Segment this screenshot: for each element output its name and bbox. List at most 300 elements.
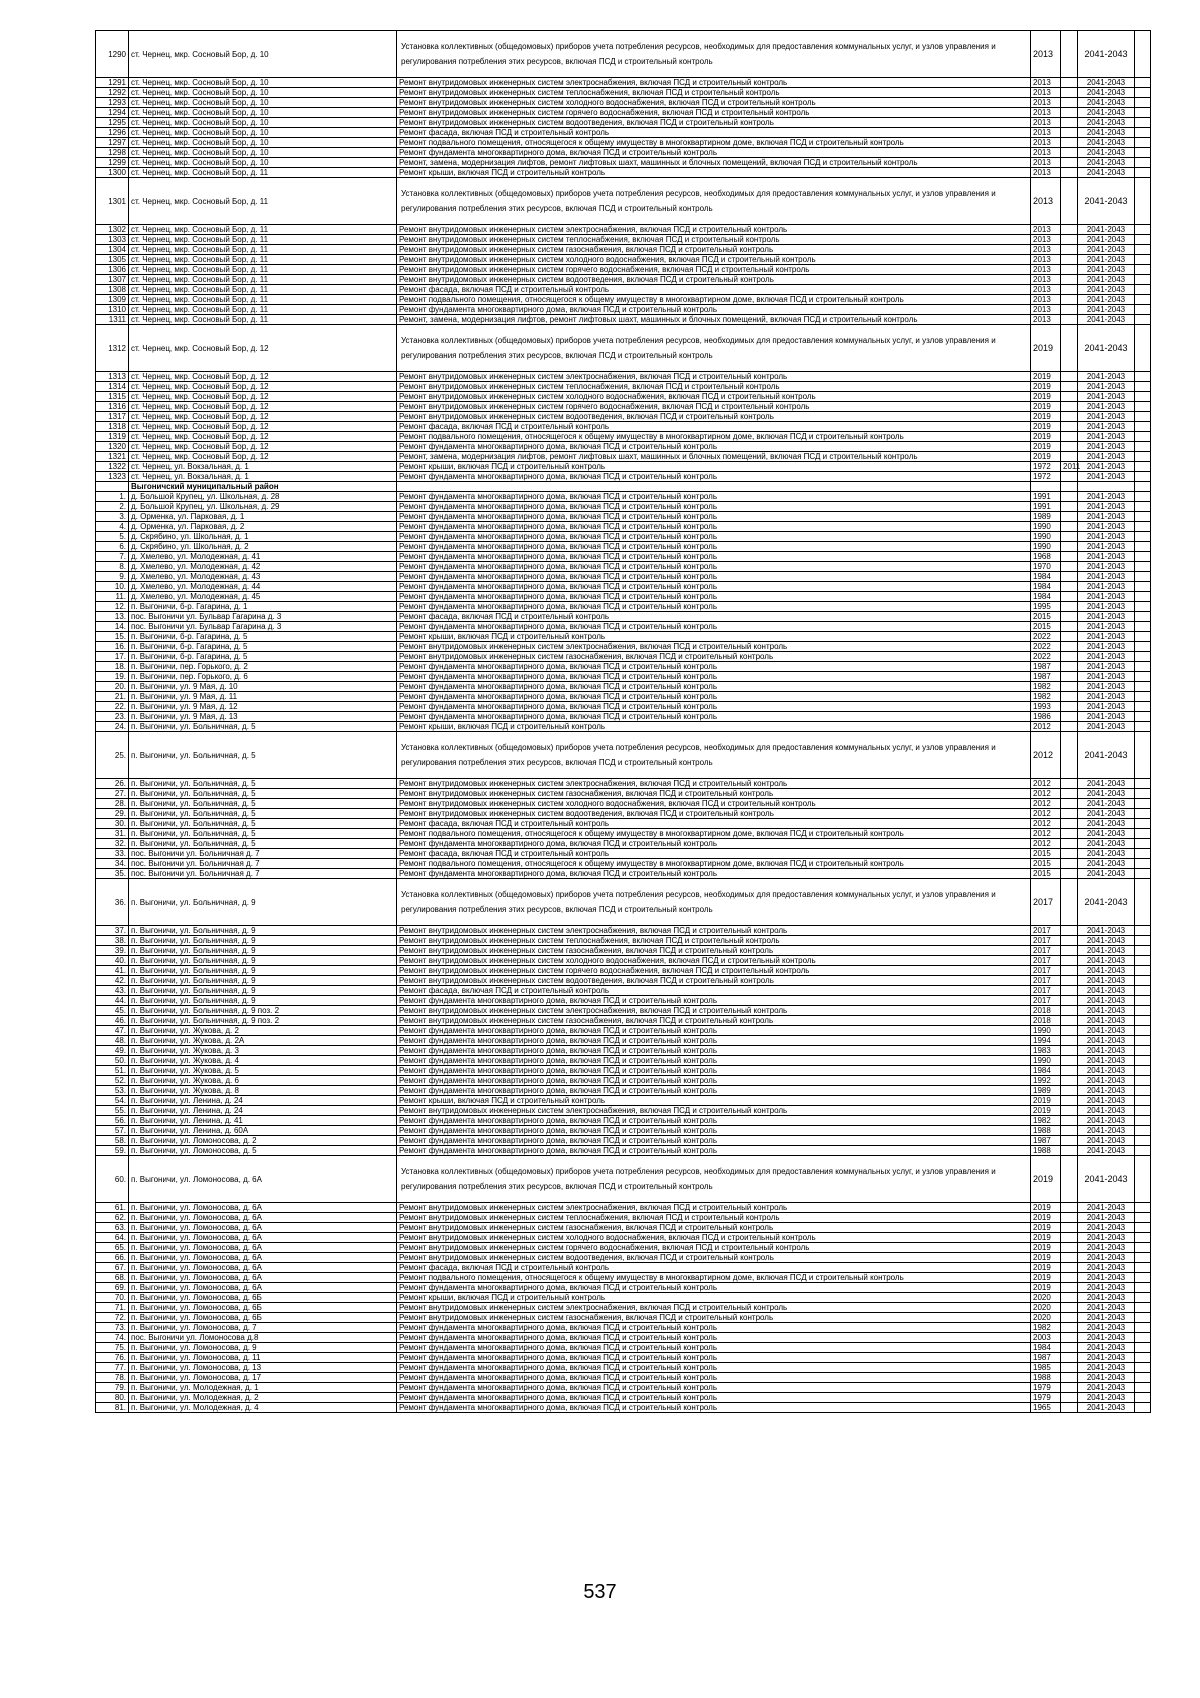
period-cell: 2041-2043 xyxy=(1078,315,1135,325)
row-number: 12. xyxy=(96,602,129,612)
table-row xyxy=(96,1343,1151,1353)
row-number: 1304 xyxy=(96,245,129,255)
address-cell: ст. Чернец, мкр. Сосновый Бор, д. 11 xyxy=(129,255,397,265)
empty-cell xyxy=(1135,879,1151,926)
table-row xyxy=(96,779,1151,789)
repair-year-cell xyxy=(1061,128,1078,138)
year-cell: 1979 xyxy=(1031,1383,1061,1393)
period-cell: 2041-2043 xyxy=(1078,779,1135,789)
period-cell: 2041-2043 xyxy=(1078,492,1135,502)
empty-cell xyxy=(1135,702,1151,712)
table-row xyxy=(96,622,1151,632)
table-row xyxy=(96,432,1151,442)
year-cell: 2022 xyxy=(1031,642,1061,652)
address-cell: п. Выгоничи, ул. Больничная, д. 9 xyxy=(129,966,397,976)
row-number: 63. xyxy=(96,1223,129,1233)
row-number: 1318 xyxy=(96,422,129,432)
empty-cell xyxy=(1135,1313,1151,1323)
row-number: 6. xyxy=(96,542,129,552)
table-row xyxy=(96,879,1151,926)
year-cell: 2013 xyxy=(1031,31,1061,78)
period-cell: 2041-2043 xyxy=(1078,849,1135,859)
year-cell: 2015 xyxy=(1031,869,1061,879)
work-type-cell: Ремонт фундамента многоквартирного дома, включая ПСД и строительный контроль xyxy=(397,442,1031,452)
period-cell: 2041-2043 xyxy=(1078,1243,1135,1253)
year-cell: 2015 xyxy=(1031,612,1061,622)
work-type-cell: Ремонт крыши, включая ПСД и строительный контроль xyxy=(397,462,1031,472)
period-cell: 2041-2043 xyxy=(1078,819,1135,829)
address-cell: п. Выгоничи, ул. Больничная, д. 9 xyxy=(129,946,397,956)
row-number: 57. xyxy=(96,1126,129,1136)
table-row xyxy=(96,1353,1151,1363)
work-type-cell: Ремонт внутридомовых инженерных систем газоснабжения, включая ПСД и строительный контроль xyxy=(397,789,1031,799)
work-type-cell: Ремонт фасада, включая ПСД и строительный контроль xyxy=(397,849,1031,859)
empty-cell xyxy=(1135,1253,1151,1263)
empty-cell xyxy=(1135,1006,1151,1016)
repair-year-cell xyxy=(1061,789,1078,799)
year-cell: 2022 xyxy=(1031,632,1061,642)
work-type-cell: Ремонт фундамента многоквартирного дома, включая ПСД и строительный контроль xyxy=(397,1343,1031,1353)
work-type-cell: Ремонт подвального помещения, относящегося к общему имуществу в многоквартирном доме, включая ПСД и строительный контроль xyxy=(397,1273,1031,1283)
repair-year-cell xyxy=(1061,178,1078,225)
work-type-cell: Ремонт фундамента многоквартирного дома, включая ПСД и строительный контроль xyxy=(397,1126,1031,1136)
year-cell: 1987 xyxy=(1031,662,1061,672)
address-cell: ст. Чернец, мкр. Сосновый Бор, д. 12 xyxy=(129,372,397,382)
table-row xyxy=(96,392,1151,402)
year-cell: 2020 xyxy=(1031,1303,1061,1313)
row-number: 1316 xyxy=(96,402,129,412)
work-type-cell: Ремонт фасада, включая ПСД и строительный контроль xyxy=(397,819,1031,829)
period-cell: 2041-2043 xyxy=(1078,1353,1135,1363)
year-cell: 2019 xyxy=(1031,325,1061,372)
address-cell: ст. Чернец, мкр. Сосновый Бор, д. 12 xyxy=(129,452,397,462)
year-cell: 2013 xyxy=(1031,235,1061,245)
period-cell: 2041-2043 xyxy=(1078,1066,1135,1076)
work-type-cell: Ремонт крыши, включая ПСД и строительный контроль xyxy=(397,1293,1031,1303)
work-type-cell: Установка коллективных (общедомовых) приборов учета потребления ресурсов, необходимых для предоставления коммунальных услуг, и узлов управления и регулирования потребления этих ресурсов, включая ПСД и строительный контроль xyxy=(397,31,1031,78)
row-number: 80. xyxy=(96,1393,129,1403)
row-number: 20. xyxy=(96,682,129,692)
table-row xyxy=(96,1006,1151,1016)
year-cell: 1991 xyxy=(1031,502,1061,512)
repair-year-cell xyxy=(1061,572,1078,582)
year-cell: 1985 xyxy=(1031,1363,1061,1373)
period-cell: 2041-2043 xyxy=(1078,88,1135,98)
period-cell: 2041-2043 xyxy=(1078,859,1135,869)
repair-year-cell xyxy=(1061,986,1078,996)
row-number: 79. xyxy=(96,1383,129,1393)
repair-year-cell xyxy=(1061,879,1078,926)
work-type-cell: Ремонт фундамента многоквартирного дома, включая ПСД и строительный контроль xyxy=(397,572,1031,582)
address-cell: п. Выгоничи, ул. Ломоносова, д. 6А xyxy=(129,1213,397,1223)
repair-year-cell xyxy=(1061,275,1078,285)
empty-cell xyxy=(1135,158,1151,168)
empty-cell xyxy=(1135,779,1151,789)
row-number: 43. xyxy=(96,986,129,996)
empty-cell xyxy=(1135,1136,1151,1146)
period-cell: 2041-2043 xyxy=(1078,1283,1135,1293)
table-row xyxy=(96,255,1151,265)
empty-cell xyxy=(1135,1203,1151,1213)
table-row xyxy=(96,1333,1151,1343)
work-type-cell: Ремонт фундамента многоквартирного дома, включая ПСД и строительный контроль xyxy=(397,839,1031,849)
repair-year-cell xyxy=(1061,78,1078,88)
table-row xyxy=(96,1136,1151,1146)
work-type-cell: Ремонт внутридомовых инженерных систем горячего водоснабжения, включая ПСД и строительный контроль xyxy=(397,402,1031,412)
repair-year-cell xyxy=(1061,148,1078,158)
period-cell: 2041-2043 xyxy=(1078,372,1135,382)
row-number: 69. xyxy=(96,1283,129,1293)
period-cell: 2041-2043 xyxy=(1078,1323,1135,1333)
repair-year-cell xyxy=(1061,1056,1078,1066)
repair-year-cell xyxy=(1061,512,1078,522)
year-cell: 1972 xyxy=(1031,462,1061,472)
table-row xyxy=(96,562,1151,572)
table-row xyxy=(96,829,1151,839)
work-type-cell: Ремонт фундамента многоквартирного дома, включая ПСД и строительный контроль xyxy=(397,602,1031,612)
row-number: 70. xyxy=(96,1293,129,1303)
row-number: 26. xyxy=(96,779,129,789)
year-cell: 1982 xyxy=(1031,692,1061,702)
empty-cell xyxy=(1135,265,1151,275)
row-number: 45. xyxy=(96,1006,129,1016)
empty-cell xyxy=(1135,178,1151,225)
period-cell: 2041-2043 xyxy=(1078,702,1135,712)
table-row xyxy=(96,722,1151,732)
period-cell: 2041-2043 xyxy=(1078,692,1135,702)
empty-cell xyxy=(1135,632,1151,642)
address-cell: п. Выгоничи, пер. Горького, д. 2 xyxy=(129,662,397,672)
year-cell: 2013 xyxy=(1031,78,1061,88)
row-number: 61. xyxy=(96,1203,129,1213)
year-cell: 2017 xyxy=(1031,946,1061,956)
empty-cell xyxy=(1135,592,1151,602)
row-number: 19. xyxy=(96,672,129,682)
work-type-cell: Ремонт внутридомовых инженерных систем электроснабжения, включая ПСД и строительный контроль xyxy=(397,225,1031,235)
year-cell: 2017 xyxy=(1031,936,1061,946)
row-number: 50. xyxy=(96,1056,129,1066)
empty-cell xyxy=(1135,859,1151,869)
row-number: 56. xyxy=(96,1116,129,1126)
work-type-cell: Ремонт фундамента многоквартирного дома, включая ПСД и строительный контроль xyxy=(397,148,1031,158)
row-number: 1312 xyxy=(96,325,129,372)
empty-cell xyxy=(1135,1016,1151,1026)
period-cell: 2041-2043 xyxy=(1078,1253,1135,1263)
year-cell: 1982 xyxy=(1031,1116,1061,1126)
table-row xyxy=(96,966,1151,976)
year-cell: 1984 xyxy=(1031,572,1061,582)
empty-cell xyxy=(1135,966,1151,976)
address-cell: п. Выгоничи, б-р. Гагарина, д. 1 xyxy=(129,602,397,612)
table-row xyxy=(96,88,1151,98)
period-cell: 2041-2043 xyxy=(1078,512,1135,522)
period-cell: 2041-2043 xyxy=(1078,128,1135,138)
empty-cell xyxy=(1135,295,1151,305)
empty-cell xyxy=(1135,572,1151,582)
empty-cell xyxy=(1135,1373,1151,1383)
repair-year-cell xyxy=(1061,839,1078,849)
table-row xyxy=(96,662,1151,672)
repair-year-cell xyxy=(1061,482,1078,492)
empty-cell xyxy=(1135,532,1151,542)
empty-cell xyxy=(1135,692,1151,702)
table-row xyxy=(96,1273,1151,1283)
empty-cell xyxy=(1135,452,1151,462)
repair-year-cell xyxy=(1061,118,1078,128)
table-row xyxy=(96,382,1151,392)
table-row xyxy=(96,1056,1151,1066)
work-type-cell: Ремонт внутридомовых инженерных систем водоотведения, включая ПСД и строительный контроль xyxy=(397,809,1031,819)
year-cell: 1984 xyxy=(1031,592,1061,602)
empty-cell xyxy=(1135,412,1151,422)
address-cell: ст. Чернец, мкр. Сосновый Бор, д. 10 xyxy=(129,108,397,118)
period-cell: 2041-2043 xyxy=(1078,722,1135,732)
year-cell: 2013 xyxy=(1031,128,1061,138)
repair-year-cell xyxy=(1061,829,1078,839)
period-cell: 2041-2043 xyxy=(1078,178,1135,225)
work-type-cell: Ремонт внутридомовых инженерных систем водоотведения, включая ПСД и строительный контроль xyxy=(397,118,1031,128)
year-cell xyxy=(1031,482,1061,492)
work-type-cell: Ремонт внутридомовых инженерных систем теплоснабжения, включая ПСД и строительный контроль xyxy=(397,235,1031,245)
year-cell: 2012 xyxy=(1031,732,1061,779)
work-type-cell: Ремонт фундамента многоквартирного дома, включая ПСД и строительный контроль xyxy=(397,542,1031,552)
empty-cell xyxy=(1135,168,1151,178)
repair-year-cell xyxy=(1061,682,1078,692)
empty-cell xyxy=(1135,138,1151,148)
table-row xyxy=(96,592,1151,602)
repair-year-cell xyxy=(1061,88,1078,98)
repair-year-cell xyxy=(1061,936,1078,946)
repair-year-cell xyxy=(1061,1036,1078,1046)
empty-cell xyxy=(1135,1363,1151,1373)
address-cell: п. Выгоничи, ул. Больничная, д. 9 xyxy=(129,986,397,996)
year-cell: 1968 xyxy=(1031,552,1061,562)
work-type-cell: Ремонт фундамента многоквартирного дома, включая ПСД и строительный контроль xyxy=(397,662,1031,672)
repair-year-cell xyxy=(1061,158,1078,168)
period-cell: 2041-2043 xyxy=(1078,235,1135,245)
address-cell: п. Выгоничи, ул. Ломоносова, д. 6А xyxy=(129,1233,397,1243)
repair-year-cell xyxy=(1061,809,1078,819)
row-number: 5. xyxy=(96,532,129,542)
period-cell: 2041-2043 xyxy=(1078,1076,1135,1086)
row-number: 60. xyxy=(96,1156,129,1203)
period-cell: 2041-2043 xyxy=(1078,1383,1135,1393)
year-cell: 2019 xyxy=(1031,1203,1061,1213)
work-type-cell: Ремонт внутридомовых инженерных систем горячего водоснабжения, включая ПСД и строительный контроль xyxy=(397,265,1031,275)
table-row xyxy=(96,789,1151,799)
empty-cell xyxy=(1135,1116,1151,1126)
repair-year-cell xyxy=(1061,1096,1078,1106)
row-number: 39. xyxy=(96,946,129,956)
repair-year-cell xyxy=(1061,1253,1078,1263)
table-row xyxy=(96,732,1151,779)
empty-cell xyxy=(1135,1303,1151,1313)
work-type-cell: Ремонт крыши, включая ПСД и строительный контроль xyxy=(397,168,1031,178)
row-number: 1320 xyxy=(96,442,129,452)
row-number: 46. xyxy=(96,1016,129,1026)
row-number: 51. xyxy=(96,1066,129,1076)
table-row xyxy=(96,712,1151,722)
address-cell: п. Выгоничи, ул. Больничная, д. 9 поз. 2 xyxy=(129,1006,397,1016)
row-number: 1310 xyxy=(96,305,129,315)
empty-cell xyxy=(1135,1283,1151,1293)
repair-year-cell xyxy=(1061,295,1078,305)
period-cell: 2041-2043 xyxy=(1078,996,1135,1006)
period-cell: 2041-2043 xyxy=(1078,592,1135,602)
address-cell: ст. Чернец, мкр. Сосновый Бор, д. 10 xyxy=(129,118,397,128)
empty-cell xyxy=(1135,1403,1151,1413)
table-row xyxy=(96,158,1151,168)
table-row xyxy=(96,632,1151,642)
table-row xyxy=(96,809,1151,819)
work-type-cell: Ремонт фундамента многоквартирного дома, включая ПСД и строительный контроль xyxy=(397,1146,1031,1156)
table-row xyxy=(96,996,1151,1006)
row-number: 72. xyxy=(96,1313,129,1323)
work-type-cell: Ремонт крыши, включая ПСД и строительный контроль xyxy=(397,632,1031,642)
period-cell: 2041-2043 xyxy=(1078,622,1135,632)
repair-year-cell xyxy=(1061,108,1078,118)
empty-cell xyxy=(1135,78,1151,88)
table-row xyxy=(96,1116,1151,1126)
row-number: 34. xyxy=(96,859,129,869)
table-row xyxy=(96,672,1151,682)
work-type-cell: Ремонт фасада, включая ПСД и строительный контроль xyxy=(397,422,1031,432)
work-type-cell: Ремонт внутридомовых инженерных систем холодного водоснабжения, включая ПСД и строительный контроль xyxy=(397,255,1031,265)
table-row xyxy=(96,1393,1151,1403)
row-number: 42. xyxy=(96,976,129,986)
empty-cell xyxy=(1135,642,1151,652)
work-type-cell: Установка коллективных (общедомовых) приборов учета потребления ресурсов, необходимых для предоставления коммунальных услуг, и узлов управления и регулирования потребления этих ресурсов, включая ПСД и строительный контроль xyxy=(397,732,1031,779)
table-row xyxy=(96,1026,1151,1036)
repair-year-cell xyxy=(1061,799,1078,809)
row-number: 35. xyxy=(96,869,129,879)
period-cell: 2041-2043 xyxy=(1078,532,1135,542)
repair-year-cell xyxy=(1061,859,1078,869)
repair-year-cell xyxy=(1061,926,1078,936)
empty-cell xyxy=(1135,869,1151,879)
period-cell: 2041-2043 xyxy=(1078,956,1135,966)
row-number: 58. xyxy=(96,1136,129,1146)
empty-cell xyxy=(1135,235,1151,245)
address-cell: ст. Чернец, мкр. Сосновый Бор, д. 11 xyxy=(129,178,397,225)
year-cell: 2013 xyxy=(1031,285,1061,295)
empty-cell xyxy=(1135,245,1151,255)
empty-cell xyxy=(1135,1076,1151,1086)
repair-year-cell xyxy=(1061,98,1078,108)
year-cell: 2013 xyxy=(1031,305,1061,315)
work-type-cell: Ремонт, замена, модернизация лифтов, ремонт лифтовых шахт, машинных и блочных помещений, включая ПСД и строительный контроль xyxy=(397,315,1031,325)
repair-year-cell xyxy=(1061,1343,1078,1353)
work-type-cell: Ремонт внутридомовых инженерных систем холодного водоснабжения, включая ПСД и строительный контроль xyxy=(397,1233,1031,1243)
year-cell: 1993 xyxy=(1031,702,1061,712)
address-cell: п. Выгоничи, ул. Жукова, д. 5 xyxy=(129,1066,397,1076)
address-cell: пос. Выгоничи ул. Больничная д. 7 xyxy=(129,869,397,879)
address-cell: д. Хмелево, ул. Молодежная, д. 42 xyxy=(129,562,397,572)
work-type-cell: Ремонт внутридомовых инженерных систем электроснабжения, включая ПСД и строительный контроль xyxy=(397,779,1031,789)
table-row xyxy=(96,245,1151,255)
year-cell: 2013 xyxy=(1031,148,1061,158)
table-row xyxy=(96,976,1151,986)
year-cell: 2019 xyxy=(1031,422,1061,432)
repair-year-cell xyxy=(1061,372,1078,382)
repair-year-cell xyxy=(1061,1106,1078,1116)
work-type-cell: Ремонт фундамента многоквартирного дома, включая ПСД и строительный контроль xyxy=(397,552,1031,562)
table-row xyxy=(96,532,1151,542)
period-cell: 2041-2043 xyxy=(1078,265,1135,275)
period-cell: 2041-2043 xyxy=(1078,582,1135,592)
repair-year-cell xyxy=(1061,1016,1078,1026)
row-number: 1296 xyxy=(96,128,129,138)
year-cell: 2015 xyxy=(1031,622,1061,632)
year-cell: 2019 xyxy=(1031,442,1061,452)
work-type-cell: Ремонт фундамента многоквартирного дома, включая ПСД и строительный контроль xyxy=(397,1363,1031,1373)
address-cell: п. Выгоничи, ул. Ломоносова, д. 13 xyxy=(129,1363,397,1373)
empty-cell xyxy=(1135,462,1151,472)
table-row xyxy=(96,462,1151,472)
repair-year-cell xyxy=(1061,966,1078,976)
work-type-cell: Ремонт фасада, включая ПСД и строительный контроль xyxy=(397,285,1031,295)
repair-year-cell xyxy=(1061,1116,1078,1126)
work-type-cell: Ремонт внутридомовых инженерных систем горячего водоснабжения, включая ПСД и строительный контроль xyxy=(397,966,1031,976)
period-cell: 2041-2043 xyxy=(1078,502,1135,512)
row-number: 67. xyxy=(96,1263,129,1273)
period-cell: 2041-2043 xyxy=(1078,1403,1135,1413)
row-number: 59. xyxy=(96,1146,129,1156)
row-number: 1319 xyxy=(96,432,129,442)
empty-cell xyxy=(1135,325,1151,372)
repair-year-cell xyxy=(1061,996,1078,1006)
table-row xyxy=(96,325,1151,372)
repair-year-cell xyxy=(1061,592,1078,602)
repair-year-cell xyxy=(1061,662,1078,672)
work-type-cell: Ремонт фундамента многоквартирного дома, включая ПСД и строительный контроль xyxy=(397,562,1031,572)
row-number: 44. xyxy=(96,996,129,1006)
work-type-cell: Ремонт фундамента многоквартирного дома, включая ПСД и строительный контроль xyxy=(397,869,1031,879)
repair-year-cell xyxy=(1061,1363,1078,1373)
address-cell: ст. Чернец, мкр. Сосновый Бор, д. 12 xyxy=(129,325,397,372)
period-cell: 2041-2043 xyxy=(1078,295,1135,305)
repair-year-cell xyxy=(1061,672,1078,682)
period-cell: 2041-2043 xyxy=(1078,148,1135,158)
repair-year-cell xyxy=(1061,1076,1078,1086)
table-row xyxy=(96,849,1151,859)
address-cell: п. Выгоничи, ул. Ломоносова, д. 11 xyxy=(129,1353,397,1363)
year-cell: 1989 xyxy=(1031,512,1061,522)
work-type-cell: Ремонт фундамента многоквартирного дома, включая ПСД и строительный контроль xyxy=(397,622,1031,632)
year-cell: 1984 xyxy=(1031,1066,1061,1076)
work-type-cell: Ремонт подвального помещения, относящегося к общему имуществу в многоквартирном доме, включая ПСД и строительный контроль xyxy=(397,859,1031,869)
empty-cell xyxy=(1135,542,1151,552)
period-cell: 2041-2043 xyxy=(1078,158,1135,168)
empty-cell xyxy=(1135,442,1151,452)
year-cell: 2019 xyxy=(1031,1273,1061,1283)
empty-cell xyxy=(1135,799,1151,809)
work-type-cell: Ремонт внутридомовых инженерных систем водоотведения, включая ПСД и строительный контроль xyxy=(397,976,1031,986)
address-cell: ст. Чернец, мкр. Сосновый Бор, д. 11 xyxy=(129,225,397,235)
period-cell: 2041-2043 xyxy=(1078,1006,1135,1016)
empty-cell xyxy=(1135,1233,1151,1243)
repair-year-cell xyxy=(1061,642,1078,652)
table-row xyxy=(96,1373,1151,1383)
year-cell: 1988 xyxy=(1031,1373,1061,1383)
repair-year-cell: 2011 xyxy=(1061,462,1078,472)
table-row xyxy=(96,702,1151,712)
work-type-cell: Ремонт внутридомовых инженерных систем электроснабжения, включая ПСД и строительный контроль xyxy=(397,642,1031,652)
address-cell: п. Выгоничи, ул. Больничная, д. 9 xyxy=(129,996,397,1006)
period-cell: 2041-2043 xyxy=(1078,572,1135,582)
row-number: 1306 xyxy=(96,265,129,275)
table-row xyxy=(96,31,1151,78)
